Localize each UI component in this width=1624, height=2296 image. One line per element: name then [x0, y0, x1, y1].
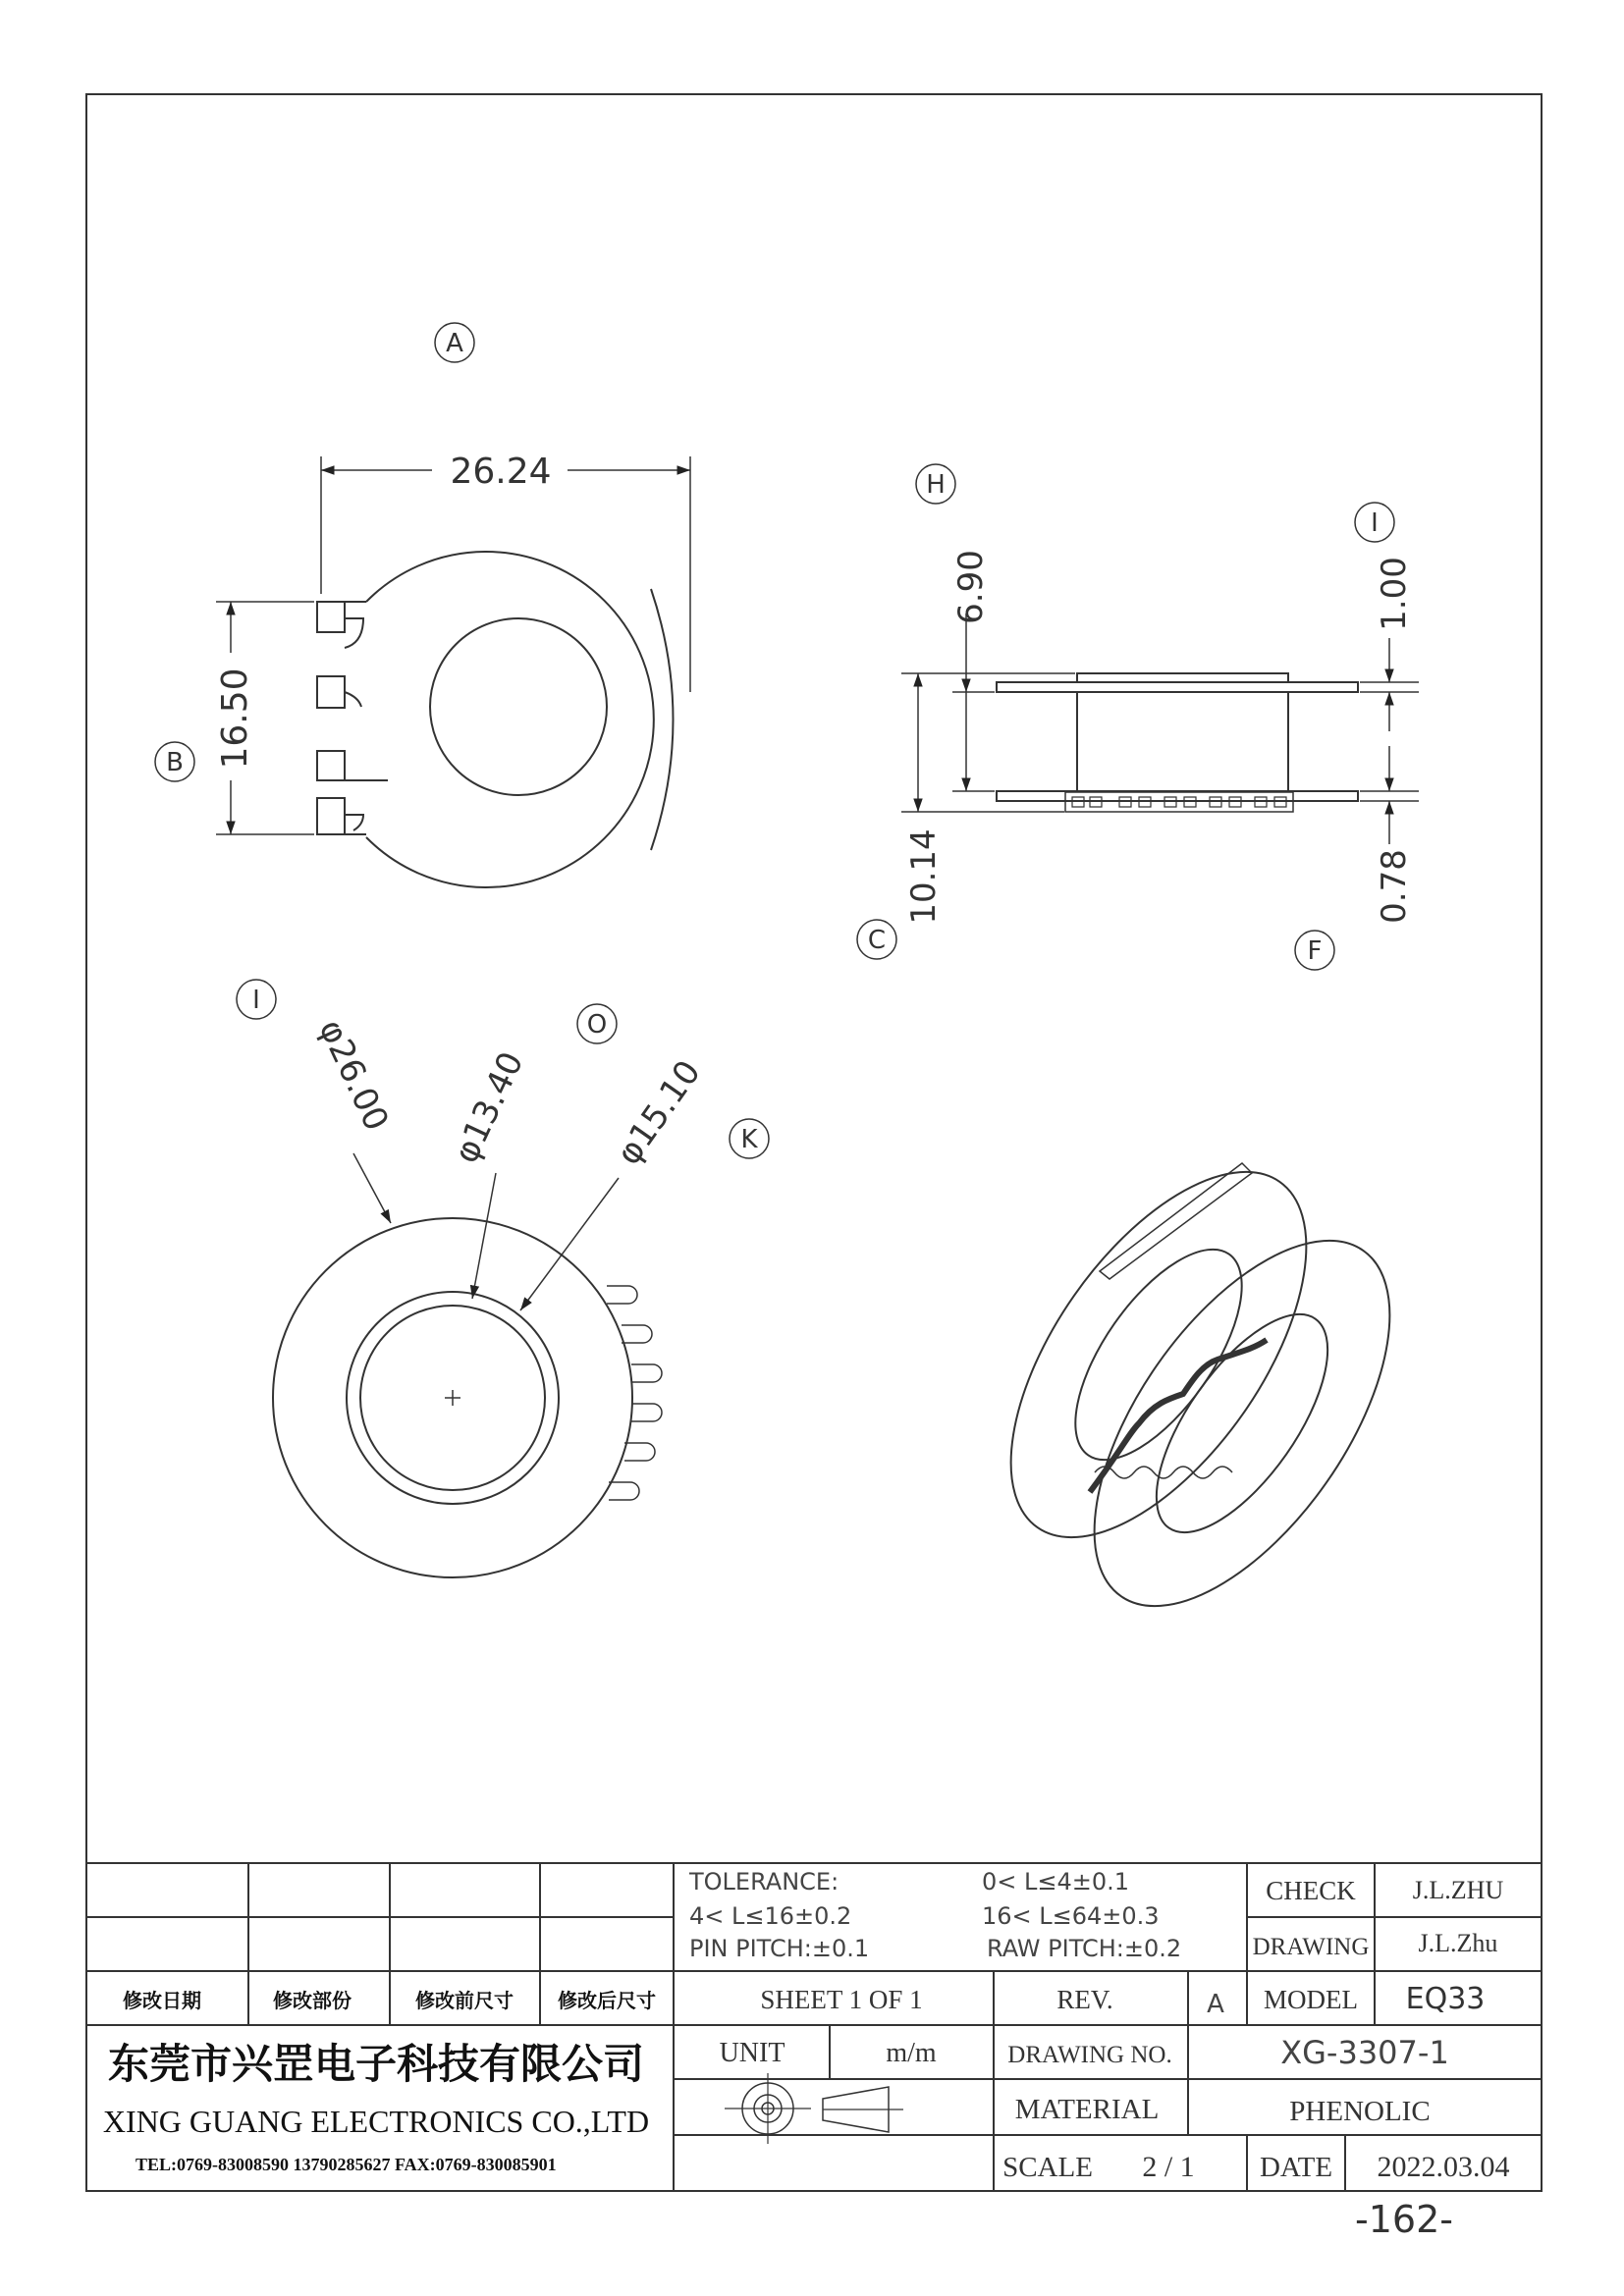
check-value: J.L.ZHU	[1412, 1876, 1504, 1904]
label-h: H	[926, 470, 946, 500]
rev-label: REV.	[1056, 1985, 1113, 2014]
label-i-bottom: I	[252, 986, 260, 1015]
rev-header-after: 修改后尺寸	[558, 1989, 656, 2012]
label-o: O	[586, 1010, 608, 1040]
dim-1-00: 1.00	[1375, 557, 1414, 631]
dim-inner-diameter: φ13.40	[446, 1045, 532, 1170]
scale-value: 2 / 1	[1142, 2151, 1195, 2183]
drawing-label: DRAWING	[1252, 1934, 1370, 1960]
pin-pitch: PIN PITCH:±0.1	[689, 1935, 870, 1962]
drawing-no-label: DRAWING NO.	[1007, 2042, 1172, 2068]
model-value: EQ33	[1405, 1982, 1486, 2016]
check-label: CHECK	[1266, 1876, 1356, 1905]
tolerance-title: TOLERANCE:	[689, 1868, 839, 1896]
unit-value: m/m	[886, 2038, 937, 2068]
dim-0-78: 0.78	[1375, 849, 1414, 924]
dim-mid-diameter: φ15.10	[609, 1053, 709, 1173]
company-name-cn: 东莞市兴罡电子科技有限公司	[107, 2040, 645, 2088]
tolerance-2: 4< L≤16±0.2	[689, 1902, 852, 1930]
unit-label: UNIT	[719, 2038, 785, 2068]
rev-header-date: 修改日期	[123, 1989, 201, 2012]
drawing-no-value: XG-3307-1	[1280, 2034, 1449, 2071]
model-label: MODEL	[1264, 1985, 1358, 2014]
dim-width-26-24: 26.24	[450, 452, 552, 492]
dim-10-14: 10.14	[904, 828, 944, 925]
label-k: K	[740, 1125, 758, 1154]
label-c: C	[867, 926, 887, 955]
tolerance-1: 0< L≤4±0.1	[982, 1868, 1130, 1896]
page-number: -162-	[1355, 2198, 1453, 2241]
material-label: MATERIAL	[1014, 2094, 1160, 2125]
material-value: PHENOLIC	[1289, 2096, 1431, 2127]
rev-value: A	[1207, 1990, 1224, 2019]
label-i-side: I	[1371, 508, 1379, 538]
isometric-view	[953, 1123, 1448, 1656]
dim-height-16-50: 16.50	[215, 667, 255, 770]
company-contact: TEL:0769-83008590 13790285627 FAX:0769-830085901	[135, 2155, 557, 2174]
label-b: B	[166, 748, 184, 777]
dim-6-90: 6.90	[951, 550, 991, 624]
company-name-en: XING GUANG ELECTRONICS CO.,LTD	[102, 2104, 650, 2139]
date-label: DATE	[1259, 2152, 1333, 2183]
dim-outer-diameter: φ26.00	[310, 1013, 397, 1138]
label-a: A	[446, 329, 463, 358]
label-f: F	[1307, 936, 1323, 966]
drawing-value: J.L.Zhu	[1418, 1929, 1498, 1957]
scale-label: SCALE	[1002, 2152, 1093, 2183]
raw-pitch: RAW PITCH:±0.2	[987, 1935, 1182, 1962]
sheet-label: SHEET 1 OF 1	[760, 1985, 923, 2014]
rev-header-part: 修改部份	[273, 1989, 352, 2012]
rev-header-before: 修改前尺寸	[415, 1989, 514, 2012]
date-value: 2022.03.04	[1377, 2151, 1510, 2183]
tolerance-3: 16< L≤64±0.3	[982, 1902, 1160, 1930]
top-view	[155, 323, 690, 887]
